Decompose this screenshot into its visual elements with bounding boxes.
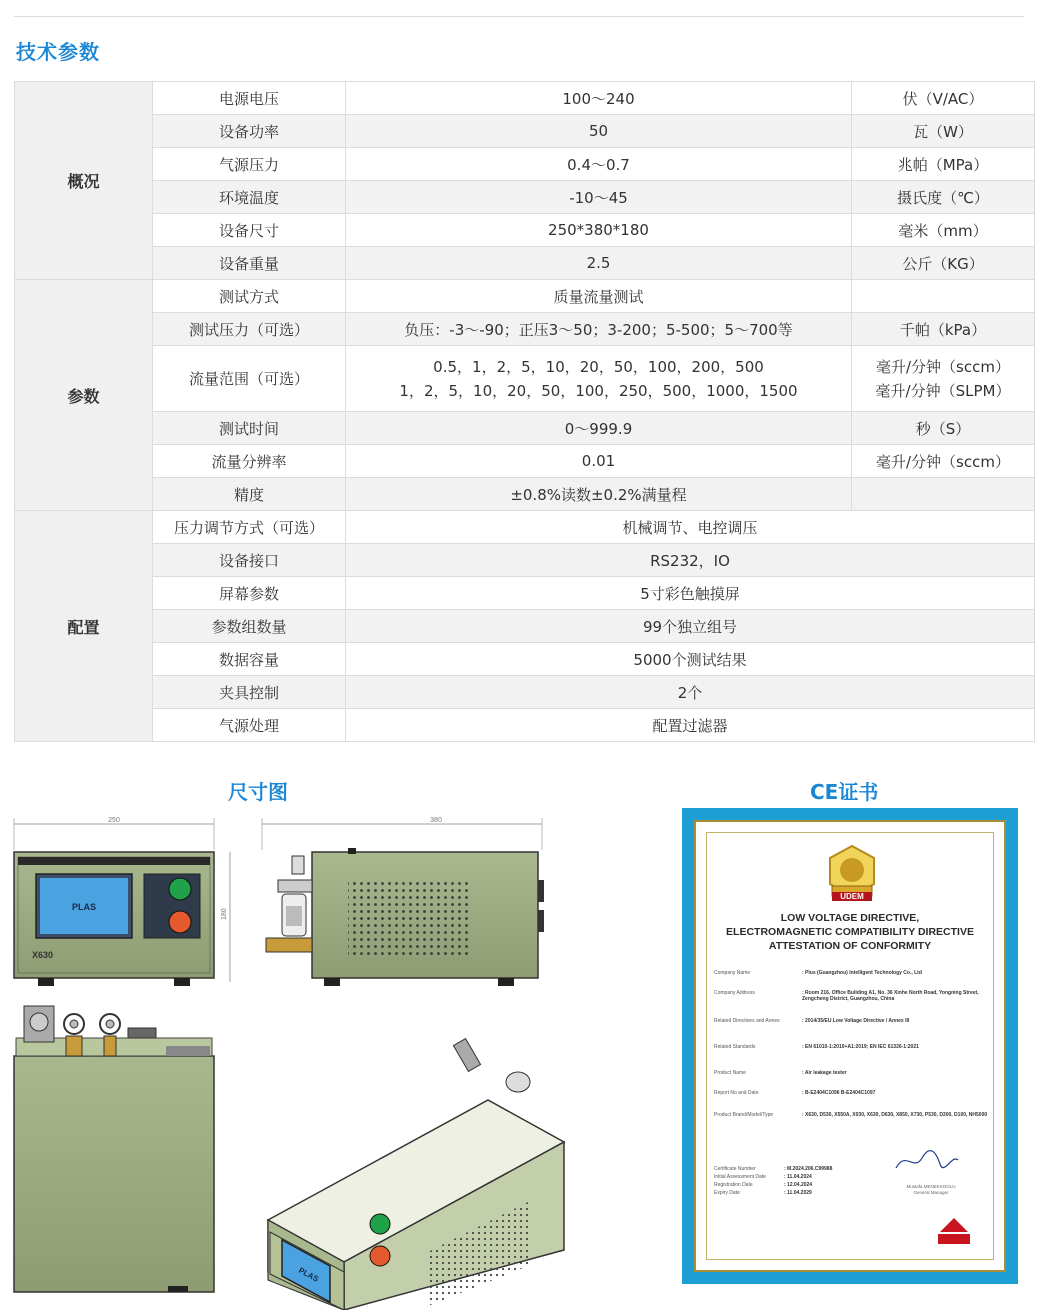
- row-label: 气源压力: [153, 148, 346, 181]
- row-value: ±0.8%读数±0.2%满量程: [346, 478, 852, 511]
- table-row: [15, 511, 1035, 544]
- signatory-name: Mustafa MENEKSOGLU: [906, 1184, 956, 1189]
- cert-field-key: Registration Date: [714, 1182, 753, 1188]
- row-unit: 公斤（KG）: [852, 247, 1035, 280]
- row-value-line: 1，2，5，10，20，50，100，250，500，1000，1500: [399, 381, 798, 400]
- table-row: [15, 445, 1035, 478]
- page-title: 技术参数: [16, 40, 100, 64]
- cert-field-value: : 11.04.2029: [784, 1190, 812, 1196]
- group-header: 配置: [15, 511, 153, 742]
- rear-view: [14, 1006, 214, 1292]
- row-label: 气源处理: [153, 709, 346, 742]
- cert-title-line-3: ATTESTATION OF CONFORMITY: [768, 940, 932, 952]
- cert-field-value: : Air leakage tester: [802, 1070, 847, 1076]
- table-row: [15, 412, 1035, 445]
- cert-field-key: Initial Assessment Date: [714, 1174, 766, 1180]
- cert-field-value: : 12.04.2024: [784, 1182, 813, 1188]
- spec-table: [14, 81, 1035, 742]
- cert-field-value: : B-E2404C1096 B-E2404C1097: [802, 1090, 876, 1096]
- row-unit: [852, 346, 1035, 412]
- cert-field-value: : X630, D530, X550A, X030, X630, D630, X850, X730, P530, D300, D100, NH5000: [802, 1112, 988, 1118]
- row-label: 设备尺寸: [153, 214, 346, 247]
- cert-field-value: : EN 61010-1:2010+A1:2019; EN IEC 61326-1:2021: [802, 1044, 919, 1050]
- cert-field-key: Certificate Number: [714, 1166, 756, 1172]
- signatory-title: General Manager: [913, 1190, 949, 1195]
- row-value: 50: [346, 115, 852, 148]
- row-unit: 瓦（W）: [852, 115, 1035, 148]
- table-row: [15, 676, 1035, 709]
- table-row: [15, 709, 1035, 742]
- depth-dimension-label: 380: [430, 817, 442, 824]
- row-value: 机械调节、电控调压: [346, 511, 1035, 544]
- row-label: 电源电压: [153, 82, 346, 115]
- row-unit-line: 毫升/分钟（SLPM）: [875, 381, 1011, 400]
- cert-title-line-1: LOW VOLTAGE DIRECTIVE,: [780, 912, 920, 924]
- cert-field-value: : 2014/35/EU Low Voltage Directive / Annex III: [802, 1018, 910, 1024]
- dimension-title: 尺寸图: [228, 780, 288, 804]
- top-divider: [14, 16, 1024, 17]
- height-dimension-label: 180: [221, 908, 228, 920]
- row-label: 测试压力（可选）: [153, 313, 346, 346]
- isometric-view: [268, 1039, 564, 1310]
- front-brand-label: PLAS: [71, 902, 97, 912]
- row-label: 设备功率: [153, 115, 346, 148]
- table-row: [15, 214, 1035, 247]
- table-row: [15, 247, 1035, 280]
- row-value: 5000个测试结果: [346, 643, 1035, 676]
- ce-certificate-image: [682, 808, 1018, 1284]
- side-view: [262, 817, 544, 986]
- cert-field-value: : M.2024.206.C99988: [784, 1166, 833, 1172]
- row-unit: [852, 280, 1035, 313]
- row-value: RS232，IO: [346, 544, 1035, 577]
- udem-logo-label: UDEM: [832, 892, 872, 901]
- cert-field-key: Expiry Date: [714, 1190, 740, 1196]
- row-label: 设备重量: [153, 247, 346, 280]
- cert-field-value: : Plus (Guangzhou) Intelligent Technology Co., Ltd: [802, 970, 922, 976]
- table-row: [15, 82, 1035, 115]
- row-unit: 千帕（kPa）: [852, 313, 1035, 346]
- table-row: [15, 181, 1035, 214]
- row-value: 0.4～0.7: [346, 148, 852, 181]
- cert-field-key: Related Directives and Annex: [714, 1018, 780, 1024]
- row-label: 环境温度: [153, 181, 346, 214]
- udem-seal-icon: [934, 1214, 974, 1248]
- row-unit: [852, 478, 1035, 511]
- row-unit: 兆帕（MPa）: [852, 148, 1035, 181]
- cert-field-key: Related Standards: [714, 1044, 756, 1050]
- iso-brand-label: PLAS: [297, 1265, 321, 1284]
- table-row: [15, 280, 1035, 313]
- row-unit: 伏（V/AC）: [852, 82, 1035, 115]
- row-value: -10～45: [346, 181, 852, 214]
- cert-field-key: Company Name: [714, 970, 751, 976]
- table-row: [15, 577, 1035, 610]
- row-value: 0～999.9: [346, 412, 852, 445]
- front-view: [14, 817, 230, 986]
- table-row: [15, 643, 1035, 676]
- row-unit: 毫升/分钟（sccm）: [852, 445, 1035, 478]
- certificate-paper: [694, 820, 1006, 1272]
- table-row: [15, 544, 1035, 577]
- row-label: 流量范围（可选）: [153, 346, 346, 412]
- row-value: 负压：-3～-90；正压3～50；3-200；5-500；5～700等: [346, 313, 852, 346]
- row-value: 100～240: [346, 82, 852, 115]
- cert-field-key: Report No and Date: [714, 1090, 759, 1096]
- row-value-line: 0.5，1，2，5，10，20，50，100，200，500: [433, 357, 764, 376]
- row-label: 设备接口: [153, 544, 346, 577]
- row-label: 屏幕参数: [153, 577, 346, 610]
- row-unit: 秒（S）: [852, 412, 1035, 445]
- row-unit-line: 毫升/分钟（sccm）: [876, 357, 1010, 376]
- row-value: 0.01: [346, 445, 852, 478]
- signature-icon: [892, 1148, 962, 1174]
- row-label: 夹具控制: [153, 676, 346, 709]
- cert-field-value: : 11.04.2024: [784, 1174, 812, 1180]
- row-unit: 毫米（mm）: [852, 214, 1035, 247]
- table-row: [15, 313, 1035, 346]
- row-label: 测试方式: [153, 280, 346, 313]
- table-row: [15, 346, 1035, 412]
- row-label: 数据容量: [153, 643, 346, 676]
- cert-field-key: Company Address: [714, 990, 755, 996]
- row-value: 2.5: [346, 247, 852, 280]
- row-value: 99个独立组号: [346, 610, 1035, 643]
- dimension-drawing: [8, 810, 588, 1310]
- group-header: 参数: [15, 280, 153, 511]
- row-label: 压力调节方式（可选）: [153, 511, 346, 544]
- row-label: 流量分辨率: [153, 445, 346, 478]
- row-value: [346, 346, 852, 412]
- front-model-label: X630: [32, 950, 54, 960]
- row-value: 2个: [346, 676, 1035, 709]
- cert-field-key: Product Name: [714, 1070, 746, 1076]
- cert-title-line-2: ELECTROMAGNETIC COMPATIBILITY DIRECTIVE: [726, 926, 974, 938]
- table-row: [15, 115, 1035, 148]
- row-label: 参数组数量: [153, 610, 346, 643]
- row-value: 质量流量测试: [346, 280, 852, 313]
- cert-title: CE证书: [810, 780, 879, 804]
- table-row: [15, 478, 1035, 511]
- cert-field-value: : Room 216, Office Building A1, No. 36 Xinhe North Road, Yongning Street, Zengcheng District, Guangzhou, China: [802, 990, 979, 1002]
- table-row: [15, 610, 1035, 643]
- row-value: 配置过滤器: [346, 709, 1035, 742]
- row-unit: 摄氏度（℃）: [852, 181, 1035, 214]
- cert-field-key: Product Brand/Model/Type: [714, 1112, 774, 1118]
- group-header: 概况: [15, 82, 153, 280]
- width-dimension-label: 250: [108, 817, 120, 824]
- table-row: [15, 148, 1035, 181]
- row-label: 测试时间: [153, 412, 346, 445]
- row-label: 精度: [153, 478, 346, 511]
- row-value: 5寸彩色触摸屏: [346, 577, 1035, 610]
- row-value: 250*380*180: [346, 214, 852, 247]
